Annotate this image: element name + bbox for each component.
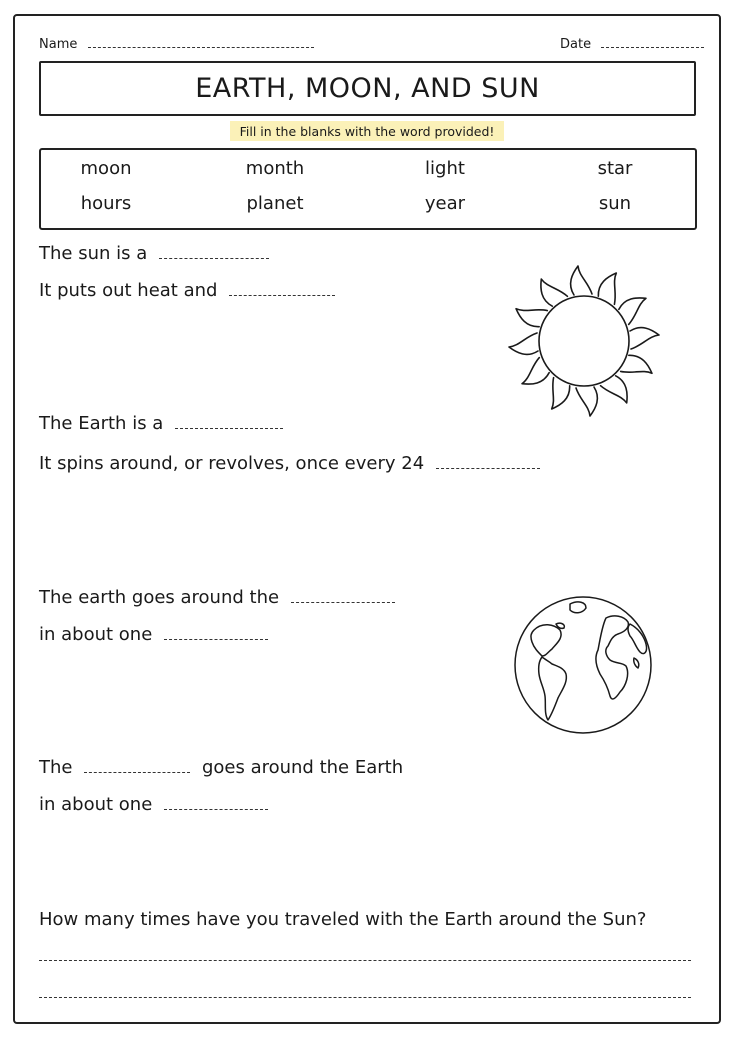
instruction-text: Fill in the blanks with the word provided! [239,123,495,139]
word-bank-item: year [424,193,466,214]
answer-blank-2[interactable] [229,295,335,296]
answer-blank-7[interactable] [84,772,190,773]
word-bank-item: sun [598,193,632,214]
question-7-text-start: The [39,757,73,778]
question-8 [39,794,268,815]
question-5-text: The earth goes around the [39,587,280,608]
date-label: Date [560,37,592,52]
question-1 [39,243,269,264]
instruction-highlight [230,121,504,141]
word-bank [39,148,697,230]
question-4-text: It spins around, or revolves, once every 24 [39,453,425,474]
page-title-text: EARTH, MOON, AND SUN [195,73,540,104]
word-bank-item: month [245,158,305,179]
question-9-text: How many times have you traveled with the Earth around the Sun? [39,909,647,930]
question-3 [39,413,283,434]
answer-blank-1[interactable] [159,258,269,259]
name-label: Name [39,37,78,52]
date-label-row [560,37,704,52]
question-2-text: It puts out heat and [39,280,218,301]
question-5 [39,587,395,608]
question-6 [39,624,268,645]
question-4 [39,453,540,474]
answer-line-2[interactable] [39,997,691,998]
date-field[interactable] [601,47,704,48]
name-field[interactable] [88,47,314,48]
word-bank-item: light [425,158,465,179]
question-2 [39,280,335,301]
answer-blank-5[interactable] [291,602,395,603]
answer-blank-3[interactable] [175,428,283,429]
question-9 [39,909,646,930]
question-8-text: in about one [39,794,153,815]
question-6-text: in about one [39,624,153,645]
answer-line-1[interactable] [39,960,691,961]
word-bank-item: planet [246,193,304,214]
question-7 [39,757,403,778]
answer-blank-8[interactable] [164,809,268,810]
question-7-text-end: goes around the Earth [201,757,404,778]
page-title [39,61,696,116]
earth-globe-icon [512,594,654,736]
question-3-text: The Earth is a [39,413,164,434]
answer-blank-4[interactable] [436,468,540,469]
word-bank-item: star [597,158,633,179]
word-bank-item: moon [80,158,132,179]
name-label-row [39,37,314,52]
word-bank-item: hours [80,193,132,214]
answer-blank-6[interactable] [164,639,268,640]
sun-icon [502,262,668,418]
question-1-text: The sun is a [39,243,148,264]
